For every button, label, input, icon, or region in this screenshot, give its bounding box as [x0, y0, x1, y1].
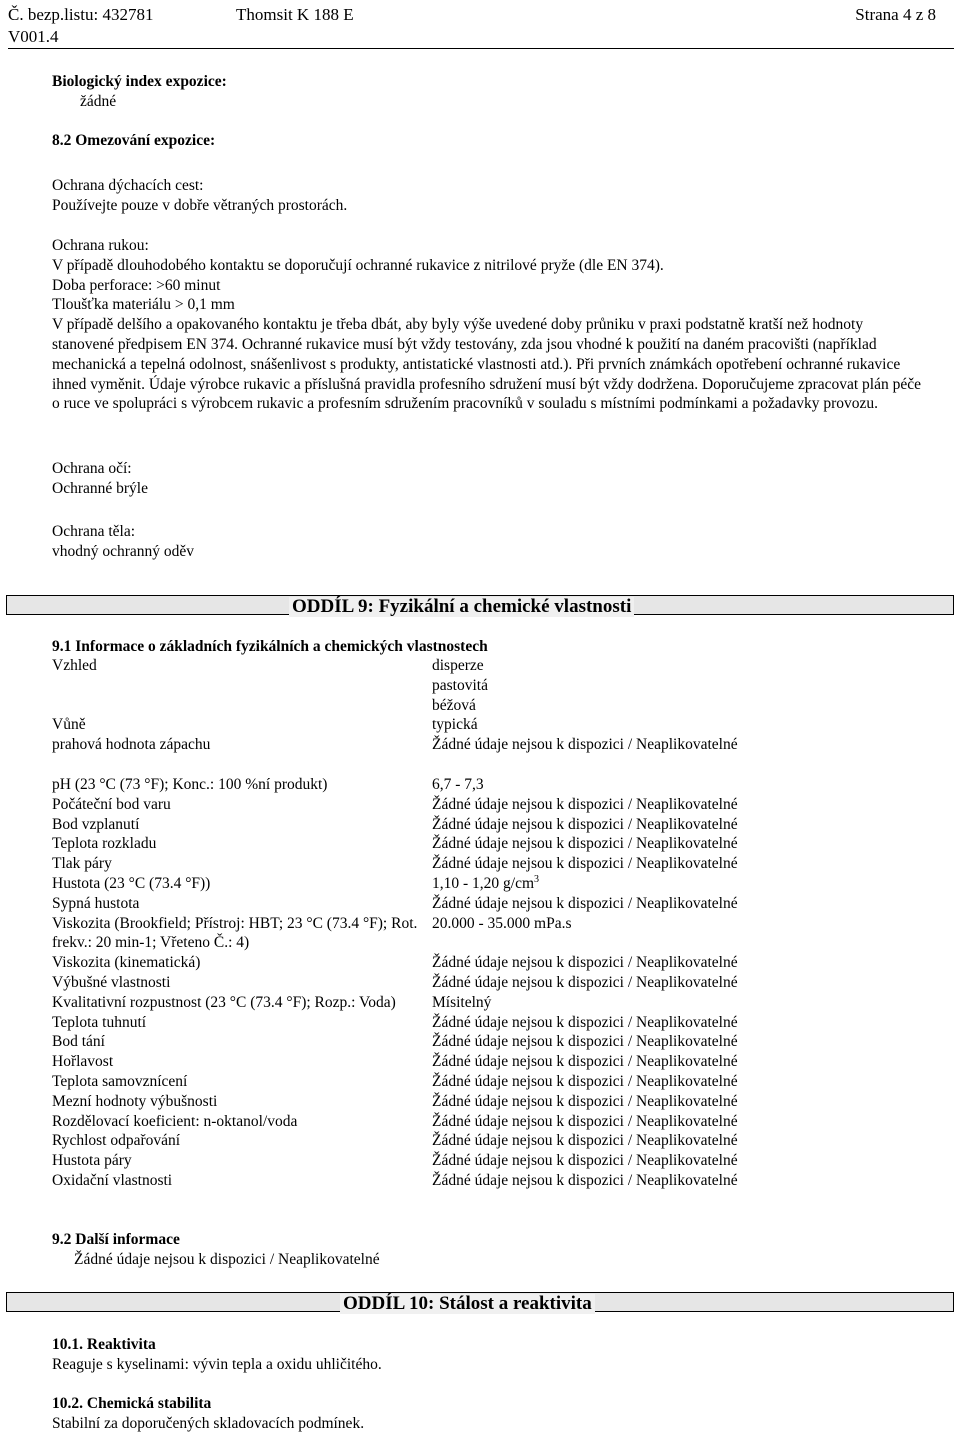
property-value-text: Žádné údaje nejsou k dispozici / Neaplikovatelné: [432, 954, 738, 972]
property-value-text: Žádné údaje nejsou k dispozici / Neaplikovatelné: [432, 1112, 738, 1130]
table-row: [52, 834, 932, 854]
property-value-text: 1,10 - 1,20 g/cm: [432, 874, 535, 892]
property-label: Sypná hustota: [52, 894, 140, 912]
section-8-2-title: 8.2 Omezování expozice:: [52, 132, 216, 149]
hand-line: Tloušťka materiálu > 0,1 mm: [52, 296, 235, 314]
table-row: [52, 815, 932, 835]
bio-index-label: Biologický index expozice:: [52, 73, 227, 90]
section-9-title: ODDÍL 9: Fyzikální a chemické vlastnosti: [289, 597, 634, 617]
property-value: [432, 1072, 852, 1092]
property-value-text: Žádné údaje nejsou k dispozici / Neaplikovatelné: [432, 894, 738, 912]
property-value-text: 6,7 - 7,3: [432, 775, 484, 793]
property-label: Hustota páry: [52, 1152, 132, 1170]
property-label: Teplota tuhnutí: [52, 1013, 147, 1031]
property-value: [432, 894, 852, 914]
table-row: [52, 735, 932, 755]
property-value-text: Žádné údaje nejsou k dispozici / Neaplikovatelné: [432, 795, 738, 813]
property-value: typická: [432, 716, 478, 734]
body-text: vhodný ochranný oděv: [52, 542, 195, 560]
header-divider: [8, 48, 954, 49]
table-row: [52, 775, 932, 795]
body-protection-block: [52, 522, 932, 562]
property-value: [432, 854, 852, 874]
property-label: Rychlost odpařování: [52, 1132, 181, 1150]
property-value: [432, 656, 852, 715]
section-9-2-text: Žádné údaje nejsou k dispozici / Neaplikovatelné: [74, 1251, 380, 1268]
property-value-text: Mísitelný: [432, 993, 492, 1011]
table-row: [52, 1151, 932, 1171]
property-value-text: 20.000 - 35.000 mPa.s: [432, 914, 572, 932]
property-label: Vzhled: [52, 657, 97, 674]
unit-superscript: 3: [534, 873, 540, 885]
appearance-value: béžová: [432, 696, 476, 714]
property-label: Teplota rozkladu: [52, 835, 157, 853]
eye-label: Ochrana očí:: [52, 460, 132, 477]
properties-table: [52, 656, 932, 1191]
table-row: [52, 854, 932, 874]
sheet-number: Č. bezp.listu: 432781: [8, 5, 154, 24]
respiratory-text: Používejte pouze v dobře větraných prostorách.: [52, 196, 348, 214]
property-label: prahová hodnota zápachu: [52, 736, 211, 754]
property-label: Rozdělovací koeficient: n-oktanol/voda: [52, 1112, 298, 1130]
property-value: Žádné údaje nejsou k dispozici / Neaplikovatelné: [432, 736, 738, 754]
property-value: [432, 1092, 852, 1112]
table-row: [52, 1092, 932, 1112]
property-value-text: Žádné údaje nejsou k dispozici / Neaplikovatelné: [432, 1072, 738, 1090]
property-value-text: Žádné údaje nejsou k dispozici / Neaplikovatelné: [432, 1013, 738, 1031]
section-9-1-title: 9.1 Informace o základních fyzikálních a chemických vlastnostech: [52, 638, 488, 655]
hand-line: V případě dlouhodobého kontaktu se doporučují ochranné rukavice z nitrilové pryže (dle EN 374).: [52, 256, 664, 274]
table-row: [52, 1112, 932, 1132]
section-10-title: ODDÍL 10: Stálost a reaktivita: [340, 1294, 595, 1314]
property-label: Viskozita (Brookfield; Přístroj: HBT; 23 °C (73.4 °F); Rot. frekv.: 20 min-1; Vřeteno Č.: 4): [52, 914, 418, 952]
property-value: [432, 953, 852, 973]
property-value-text: Žádné údaje nejsou k dispozici / Neaplikovatelné: [432, 1132, 738, 1150]
property-value-text: Žádné údaje nejsou k dispozici / Neaplikovatelné: [432, 835, 738, 853]
property-label: pH (23 °C (73 °F); Konc.: 100 %ní produkt): [52, 775, 328, 793]
eye-protection-block: [52, 459, 932, 499]
property-value-text: Žádné údaje nejsou k dispozici / Neaplikovatelné: [432, 973, 738, 991]
property-value: [432, 1171, 852, 1191]
property-label: Výbušné vlastnosti: [52, 973, 171, 991]
property-label: Hustota (23 °C (73.4 °F)): [52, 874, 211, 892]
property-label: Mezní hodnoty výbušnosti: [52, 1092, 218, 1110]
stability-block: [52, 1394, 932, 1434]
property-value: [432, 993, 852, 1013]
eye-text: Ochranné brýle: [52, 479, 148, 497]
property-value-text: Žádné údaje nejsou k dispozici / Neaplikovatelné: [432, 1053, 738, 1071]
property-value: [432, 815, 852, 835]
table-row: [52, 656, 932, 715]
property-label: Bod vzplanutí: [52, 815, 140, 833]
reactivity-title: 10.1. Reaktivita: [52, 1336, 156, 1353]
section-9-2-title: 9.2 Další informace: [52, 1231, 180, 1248]
property-value-text: Žádné údaje nejsou k dispozici / Neaplikovatelné: [432, 1033, 738, 1051]
property-value-text: Žádné údaje nejsou k dispozici / Neaplikovatelné: [432, 855, 738, 873]
property-label: Počáteční bod varu: [52, 795, 171, 813]
product-name: Thomsit K 188 E: [236, 5, 354, 24]
table-row: [52, 973, 932, 993]
page-number: Strana 4 z 8: [855, 5, 936, 24]
property-value-text: Žádné údaje nejsou k dispozici / Neaplikovatelné: [432, 1092, 738, 1110]
property-value: [432, 874, 852, 894]
property-value: [432, 775, 852, 795]
property-value: [432, 1032, 852, 1052]
table-row: [52, 993, 932, 1013]
appearance-value: disperze: [432, 657, 484, 674]
version: V001.4: [8, 27, 59, 46]
property-value: [432, 973, 852, 993]
respiratory-label: Ochrana dýchacích cest:: [52, 177, 204, 194]
property-label: Kvalitativní rozpustnost (23 °C (73.4 °F); Rozp.: Voda): [52, 993, 396, 1011]
table-row: [52, 715, 932, 735]
table-row: [52, 1171, 932, 1191]
property-value: [432, 1131, 852, 1151]
table-row: [52, 1052, 932, 1072]
section-10-bar: [6, 1292, 954, 1312]
hand-paragraph: V případě delšího a opakovaného kontaktu je třeba dbát, aby byly výše uvedené doby průniku v praxi podstatně kratší než hodnoty stanovené předpisem EN 374. Ochranné rukavice musí být vždy testovány, zda jsou vhodné k použití na daném pracovišti (například mechanická a tepelná odolnost, snášenlivost s produkty, antistatické vlastnosti atd.). Při prvních známkách opotřebení ochranné rukavice ihned vyměnit. Údaje výrobce rukavic a příslušná pravidla profesního sdružení musí být vždy dodržena. Doporučujeme zpracovat plán péče o ruce ve spolupráci s výrobcem rukavic a profesním sdružením pracovníků v souladu s místními podmínkami a požadavky provozu.: [52, 316, 921, 413]
section-9-bar: [6, 595, 954, 615]
table-row: [52, 1013, 932, 1033]
property-value-text: Žádné údaje nejsou k dispozici / Neaplikovatelné: [432, 815, 738, 833]
table-row: [52, 1072, 932, 1092]
property-value: [432, 1013, 852, 1033]
property-value: [432, 1052, 852, 1072]
property-value: [432, 1112, 852, 1132]
property-label: Teplota samovznícení: [52, 1072, 188, 1090]
table-row: [52, 953, 932, 973]
table-row: [52, 894, 932, 914]
reactivity-block: [52, 1335, 932, 1375]
hand-protection-block: [52, 236, 932, 414]
hand-line: Doba perforace: >60 minut: [52, 276, 221, 294]
page-header: [8, 4, 944, 48]
property-value: [432, 795, 852, 815]
bio-index-value: žádné: [80, 92, 117, 110]
reactivity-text: Reaguje s kyselinami: vývin tepla a oxidu uhličitého.: [52, 1355, 382, 1373]
table-row: [52, 874, 932, 894]
property-value: [432, 1151, 852, 1171]
hand-label: Ochrana rukou:: [52, 237, 149, 254]
property-value-text: Žádné údaje nejsou k dispozici / Neaplikovatelné: [432, 1152, 738, 1170]
body-label: Ochrana těla:: [52, 523, 136, 540]
property-label: Hořlavost: [52, 1053, 114, 1071]
table-row: [52, 914, 932, 954]
table-row: [52, 795, 932, 815]
property-value: [432, 914, 852, 954]
table-row: [52, 1032, 932, 1052]
stability-text: Stabilní za doporučených skladovacích podmínek.: [52, 1414, 365, 1432]
property-value: [432, 834, 852, 854]
property-label: Bod tání: [52, 1033, 105, 1051]
property-label: Oxidační vlastnosti: [52, 1171, 173, 1189]
table-row: [52, 1131, 932, 1151]
respiratory-block: [52, 176, 932, 216]
property-label: Vůně: [52, 716, 86, 734]
appearance-value: pastovitá: [432, 676, 488, 694]
property-label: Tlak páry: [52, 855, 112, 873]
property-label: Viskozita (kinematická): [52, 954, 201, 972]
bio-index-block: [52, 72, 932, 112]
stability-title: 10.2. Chemická stabilita: [52, 1395, 212, 1412]
property-value-text: Žádné údaje nejsou k dispozici / Neaplikovatelné: [432, 1171, 738, 1189]
